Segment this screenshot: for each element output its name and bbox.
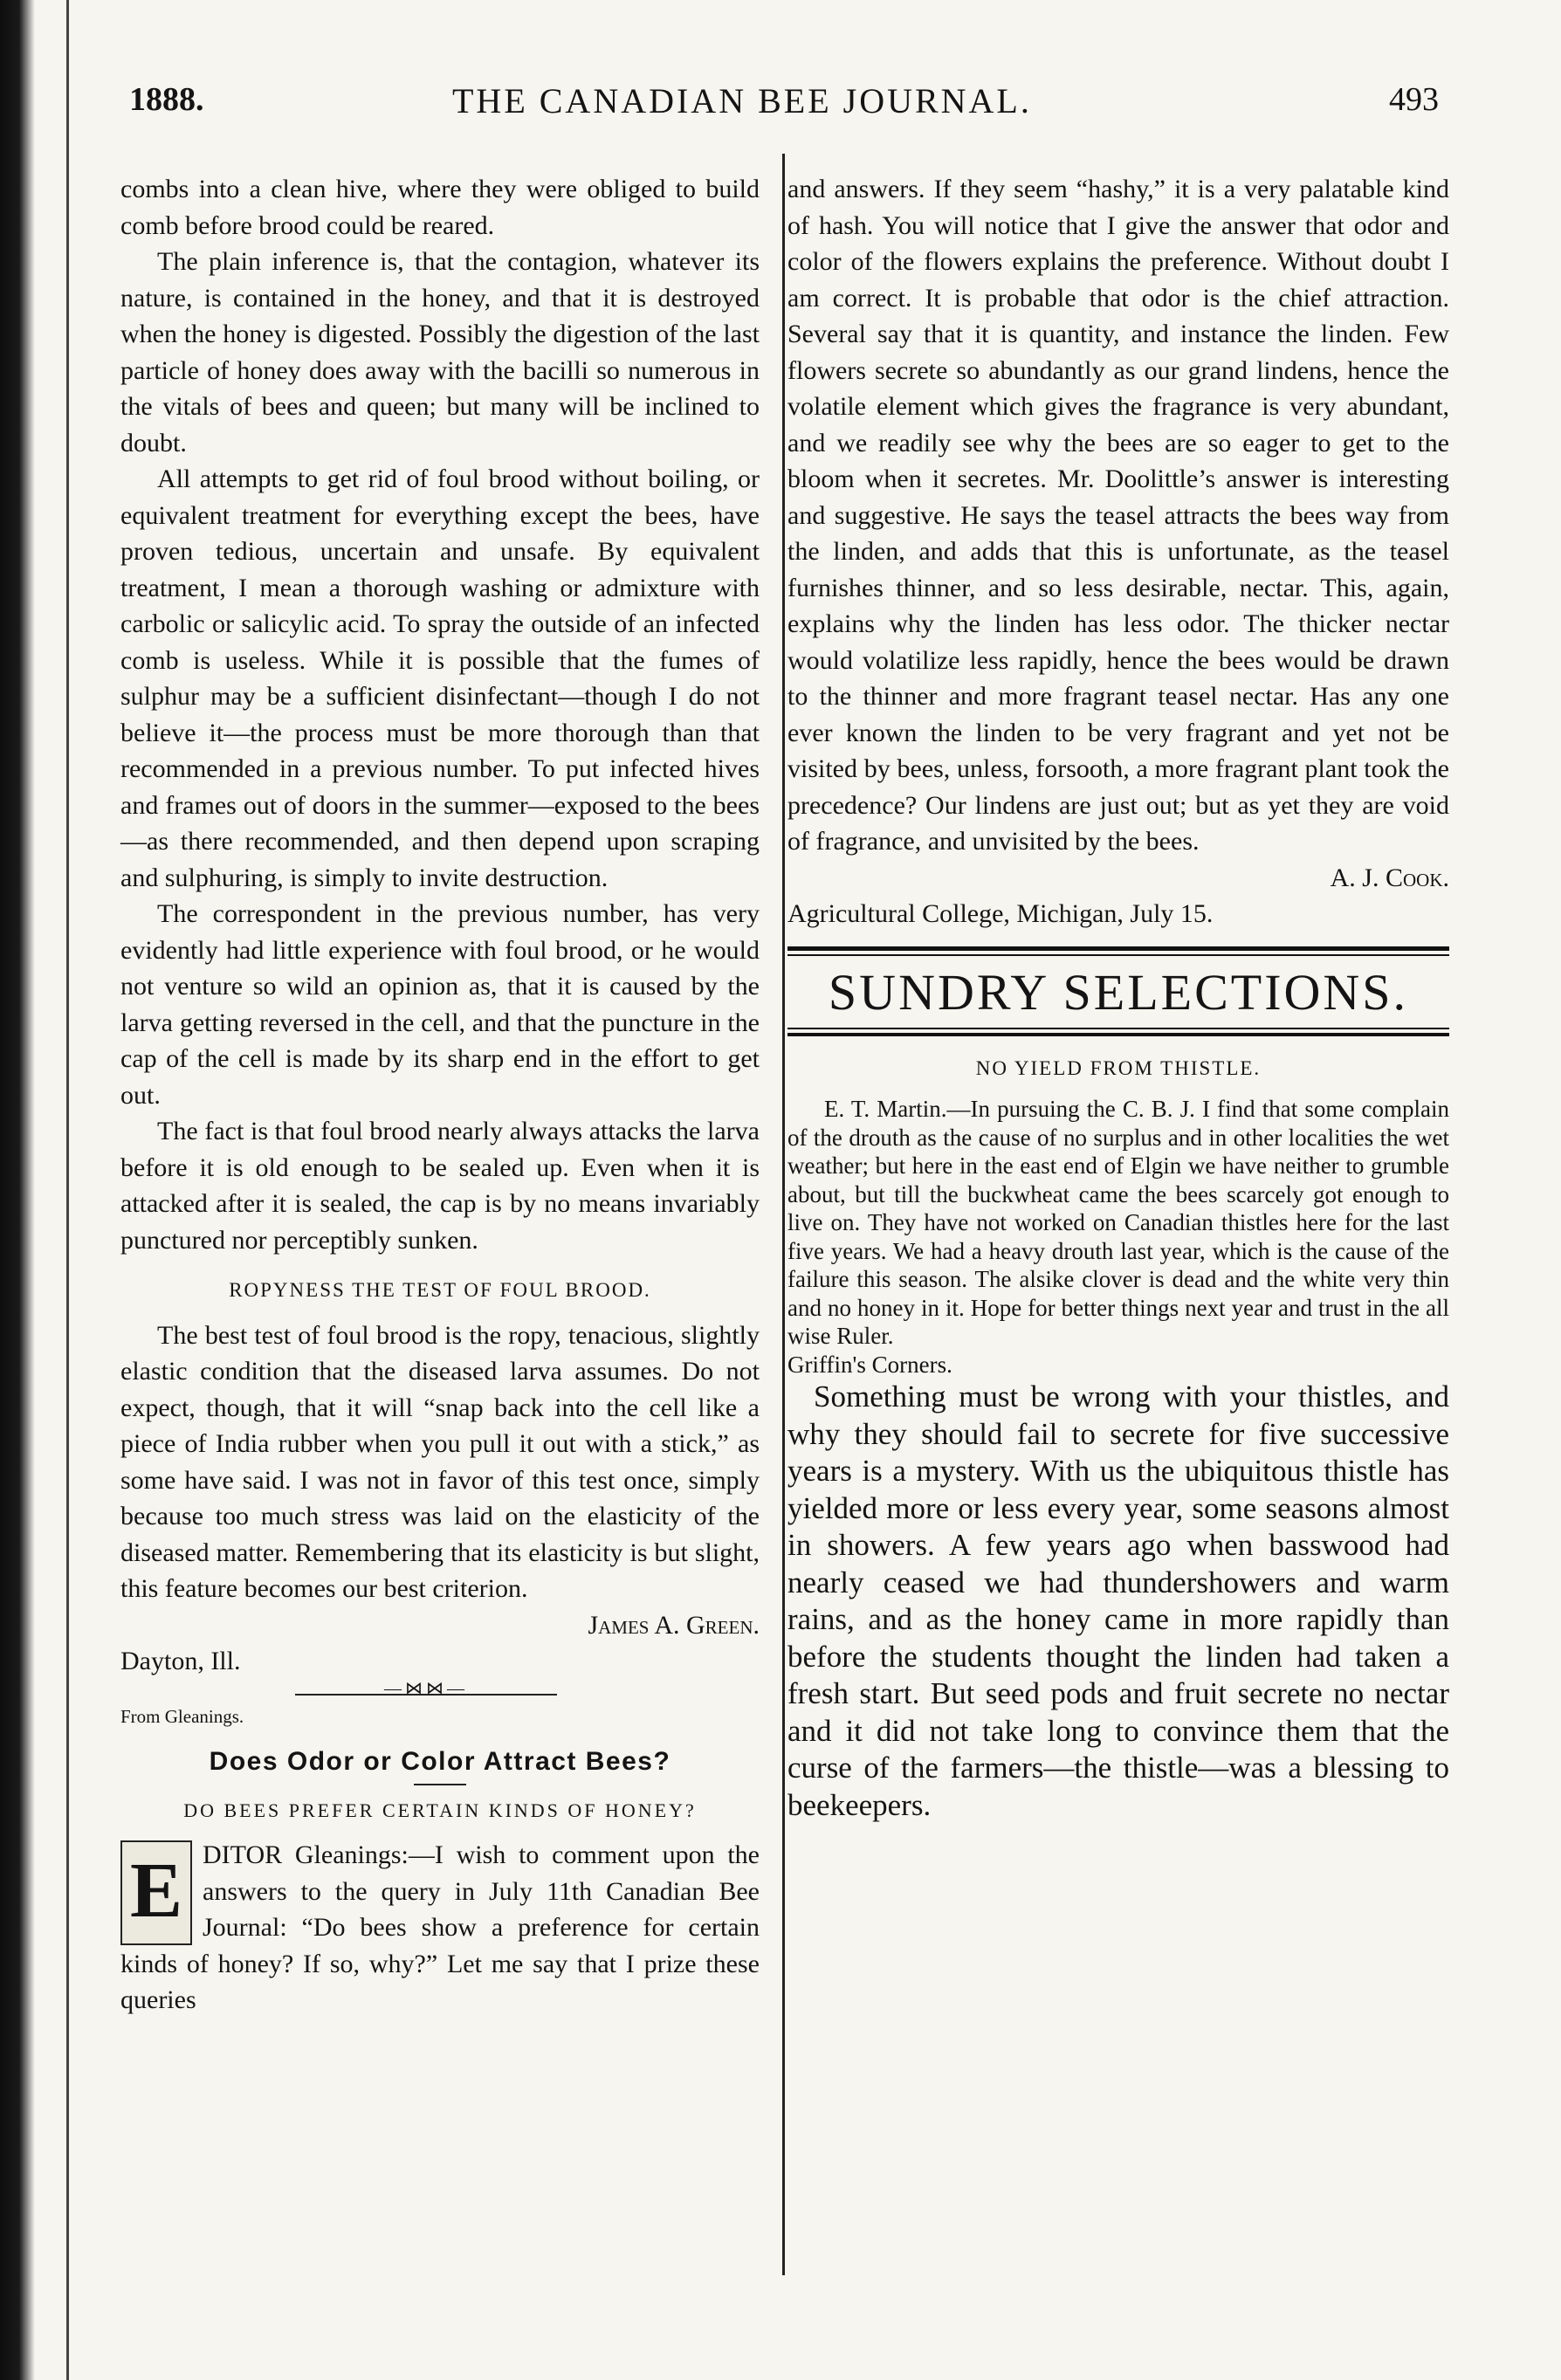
- column-divider: [782, 154, 785, 2275]
- paragraph: The best test of foul brood is the ropy, tenacious, slightly elastic condition that the diseased larva assumes. Do not expect, though, that it will “snap back into the cell like a piece of India rubber when you pull it out with a stick,” as some have said. I was not in favor of this test once, simply because too much stress was laid on the elasticity of the diseased matter. Remembering that its elasticity is but slight, this feature becomes our best criterion.: [120, 1320, 760, 1603]
- editor-reply: Something must be wrong with your thistles, and why they should fail to secrete for five successive years is a mystery. With us the ubiquitous thistle has yielded more or less every year, some seasons almost in showers. A few years ago when basswood had nearly ceased we had thundershowers and warm rains, and as the honey came in more rapidly than before the students thought the linden had taken a fresh start. But seed pods and fruit secrete no nectar and it did not take long to convince them that the curse of the farmers—the thistle—was a blessing to beekeepers.: [787, 1379, 1449, 1822]
- right-column: [787, 171, 1449, 1824]
- journal-title: THE CANADIAN BEE JOURNAL.: [452, 81, 1032, 120]
- article-title: Does Odor or Color Attract Bees?: [209, 1747, 671, 1776]
- page-header: [129, 75, 1439, 136]
- title-rule: [414, 1784, 466, 1785]
- page-number: 493: [1389, 81, 1439, 118]
- left-column: [120, 171, 760, 2019]
- paragraph: All attempts to get rid of foul brood without boiling, or equivalent treatment for everything except the bees, have proven tedious, uncertain and unsafe. By equivalent treatment, I mean a thorough washing or admixture with carbolic or salicylic acid. To spray the outside of an infected comb is useless. While it is possible that the fumes of sulphur may be a sufficient disinfectant—though I do not believe it—the process must be more thorough than that recommended in a previous number. To put infected hives and frames out of doors in the summer—exposed to the bees—as there recommended, and then depend upon scraping and sulphuring, is simply to invite destruction.: [120, 464, 760, 892]
- author-affiliation: Agricultural College, Michigan, July 15.: [787, 899, 1214, 928]
- author-signature: A. J. Cook.: [1330, 863, 1449, 892]
- drop-cap-paragraph: [120, 1837, 760, 2019]
- paragraph: The fact is that foul brood nearly always attacks the larva before it is old enough to be sealed up. Even when it is attacked after it is sealed, the cap is by no means invariably punctured nor perceptibly sunken.: [120, 1117, 760, 1255]
- paragraph: combs into a clean hive, where they were obliged to build comb before brood could be reared.: [120, 175, 760, 240]
- section-subhead: ROPYNESS THE TEST OF FOUL BROOD.: [229, 1279, 651, 1301]
- binding-edge-line: [66, 0, 69, 2380]
- separator-ornament: —⋈⋈—: [295, 1685, 557, 1696]
- paragraph: and answers. If they seem “hashy,” it is a very palatable kind of hash. You will notice that I give the answer that odor and color of the flowers explains the preference. Without doubt I am correct. It is probable that odor is the chief attraction. Several say that it is quantity, and instance the linden. Few flowers secrete so abundantly as our grand lindens, hence the volatile element which gives the fragrance is very abundant, and we readily see why the bees are so eager to get to the bloom when it secretes. Mr. Doolittle’s answer is interesting and suggestive. He says the teasel attracts the bees way from the linden, and adds that this is unfortunate, as the teasel furnishes thinner, and so less desirable, nectar. This, again, explains why the linden has less odor. The thicker nectar would volatilize less rapidly, hence the bees would be drawn to the thinner and more fragrant teasel nectar. Has any one ever known the linden to be very fragrant and yet not be visited by bees, unless, forsooth, a more fragrant plant took the precedence? Our lindens are just out; but as yet they are void of fragrance, and unvisited by the bees.: [787, 175, 1449, 856]
- source-line: From Gleanings.: [120, 1705, 244, 1727]
- header-year: 1888.: [129, 81, 204, 118]
- letter-paragraph: E. T. Martin.—In pursuing the C. B. J. I find that some complain of the drouth as the cause of no surplus and in other localities the wet weather; but here in the east end of Elgin we have neither to grumble about, but till the buckwheat came the bees scarcely got enough to live on. They have not worked on Canadian thistles here for the last five years. We had a heavy drouth last year, which is the cause of the failure this season. The alsike clover is dead and the white very thin and no honey in it. Hope for better things next year and trust in the all wise Ruler.: [787, 1096, 1449, 1349]
- paragraph: The correspondent in the previous number, has very evidently had little experience with foul brood, or he would not venture so wild an opinion as, that it is caused by the larva getting reversed in the cell, and that the puncture in the cap of the cell is made by its sharp end in the effort to get out.: [120, 899, 760, 1110]
- section-subhead: NO YIELD FROM THISTLE.: [975, 1056, 1262, 1079]
- author-place: Dayton, Ill.: [120, 1647, 241, 1675]
- paragraph: The plain inference is, that the contagion, whatever its nature, is contained in the honey, and that it is destroyed when the honey is digested. Possibly the digestion of the last particle of honey does away with the bacilli so numerous in the vitals of bees and queen; but many will be inclined to doubt.: [120, 247, 760, 457]
- author-signature: James A. Green.: [588, 1610, 760, 1640]
- section-title: SUNDRY SELECTIONS.: [828, 963, 1409, 1021]
- book-spine-shadow: [0, 0, 35, 2380]
- paragraph: DITOR Gleanings:—I wish to comment upon the answers to the query in July 11th Canadian Bee Journal: “Do bees show a preference for certain kinds of honey? If so, why?” Let me say that I prize these queries: [120, 1840, 760, 2014]
- section-rule-top: [787, 946, 1449, 956]
- drop-cap-letter: E: [120, 1840, 192, 1945]
- letter-place: Griffin's Corners.: [787, 1351, 952, 1378]
- section-rule-bottom: [787, 1028, 1449, 1036]
- article-subtitle: DO BEES PREFER CERTAIN KINDS OF HONEY?: [183, 1799, 697, 1821]
